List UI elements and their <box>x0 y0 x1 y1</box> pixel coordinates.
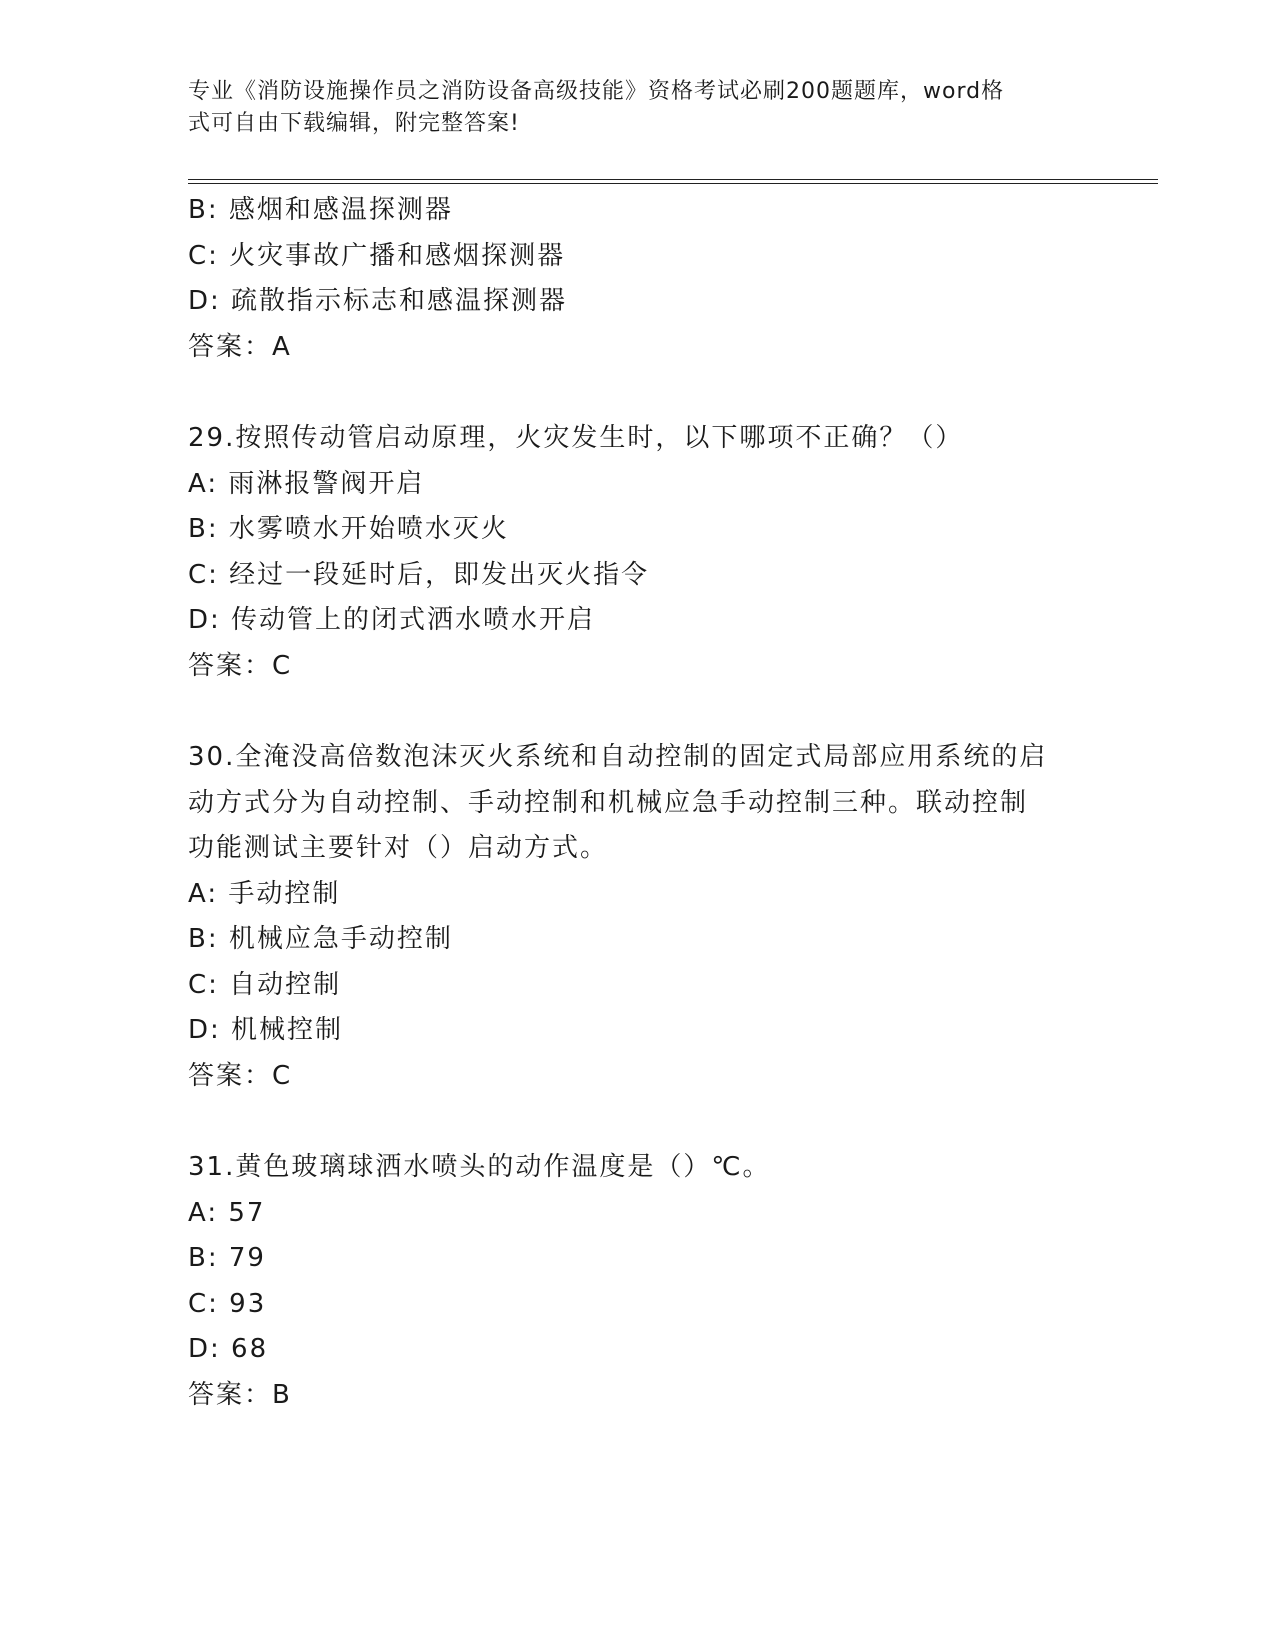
option-d: D: 68 <box>188 1334 269 1364</box>
spacer <box>188 689 1088 735</box>
question-29 <box>188 416 1088 689</box>
option-b: B: 机械应急手动控制 <box>188 924 453 954</box>
header-divider-top <box>188 179 1158 180</box>
question-text: 29.按照传动管启动原理，火灾发生时，以下哪项不正确？（） <box>188 423 964 453</box>
option-d: D: 传动管上的闭式洒水喷水开启 <box>188 605 596 635</box>
question-text: 31.黄色玻璃球洒水喷头的动作温度是（）℃。 <box>188 1152 771 1182</box>
spacer <box>188 370 1088 416</box>
option-c: C: 火灾事故广播和感烟探测器 <box>188 240 566 271</box>
question-30 <box>188 735 1088 1099</box>
option-a: A: 雨淋报警阀开启 <box>188 468 425 499</box>
option-c: C: 93 <box>188 1288 267 1319</box>
option-a: A: 手动控制 <box>188 878 341 909</box>
question-31 <box>188 1145 1088 1418</box>
answer: 答案：C <box>188 650 293 681</box>
option-c: C: 自动控制 <box>188 969 342 1000</box>
option-b: B: 水雾喷水开始喷水灭火 <box>188 514 509 544</box>
answer: 答案：C <box>188 1060 293 1091</box>
option-b: B: 79 <box>188 1243 266 1273</box>
spacer <box>188 1099 1088 1145</box>
option-c: C: 经过一段延时后，即发出灭火指令 <box>188 559 650 590</box>
question-text-line-2: 动方式分为自动控制、手动控制和机械应急手动控制三种。联动控制 <box>188 787 1029 818</box>
question-list <box>188 188 1088 1418</box>
answer: 答案：A <box>188 331 292 362</box>
option-b: B: 感烟和感温探测器 <box>188 195 453 225</box>
option-a: A: 57 <box>188 1197 266 1228</box>
answer: 答案：B <box>188 1379 292 1410</box>
question-text-line-3: 功能测试主要针对（）启动方式。 <box>188 833 609 863</box>
header-divider-bottom <box>188 183 1158 184</box>
question-28-tail <box>188 188 1088 370</box>
option-d: D: 机械控制 <box>188 1015 344 1045</box>
option-d: D: 疏散指示标志和感温探测器 <box>188 286 568 316</box>
document-header <box>188 76 1088 140</box>
header-line-1: 专业《消防设施操作员之消防设备高级技能》资格考试必刷200题题库，word格 <box>188 79 1005 104</box>
question-text-line-1: 30.全淹没高倍数泡沫灭火系统和自动控制的固定式局部应用系统的启 <box>188 742 1048 772</box>
header-line-2: 式可自由下载编辑，附完整答案! <box>188 111 520 136</box>
